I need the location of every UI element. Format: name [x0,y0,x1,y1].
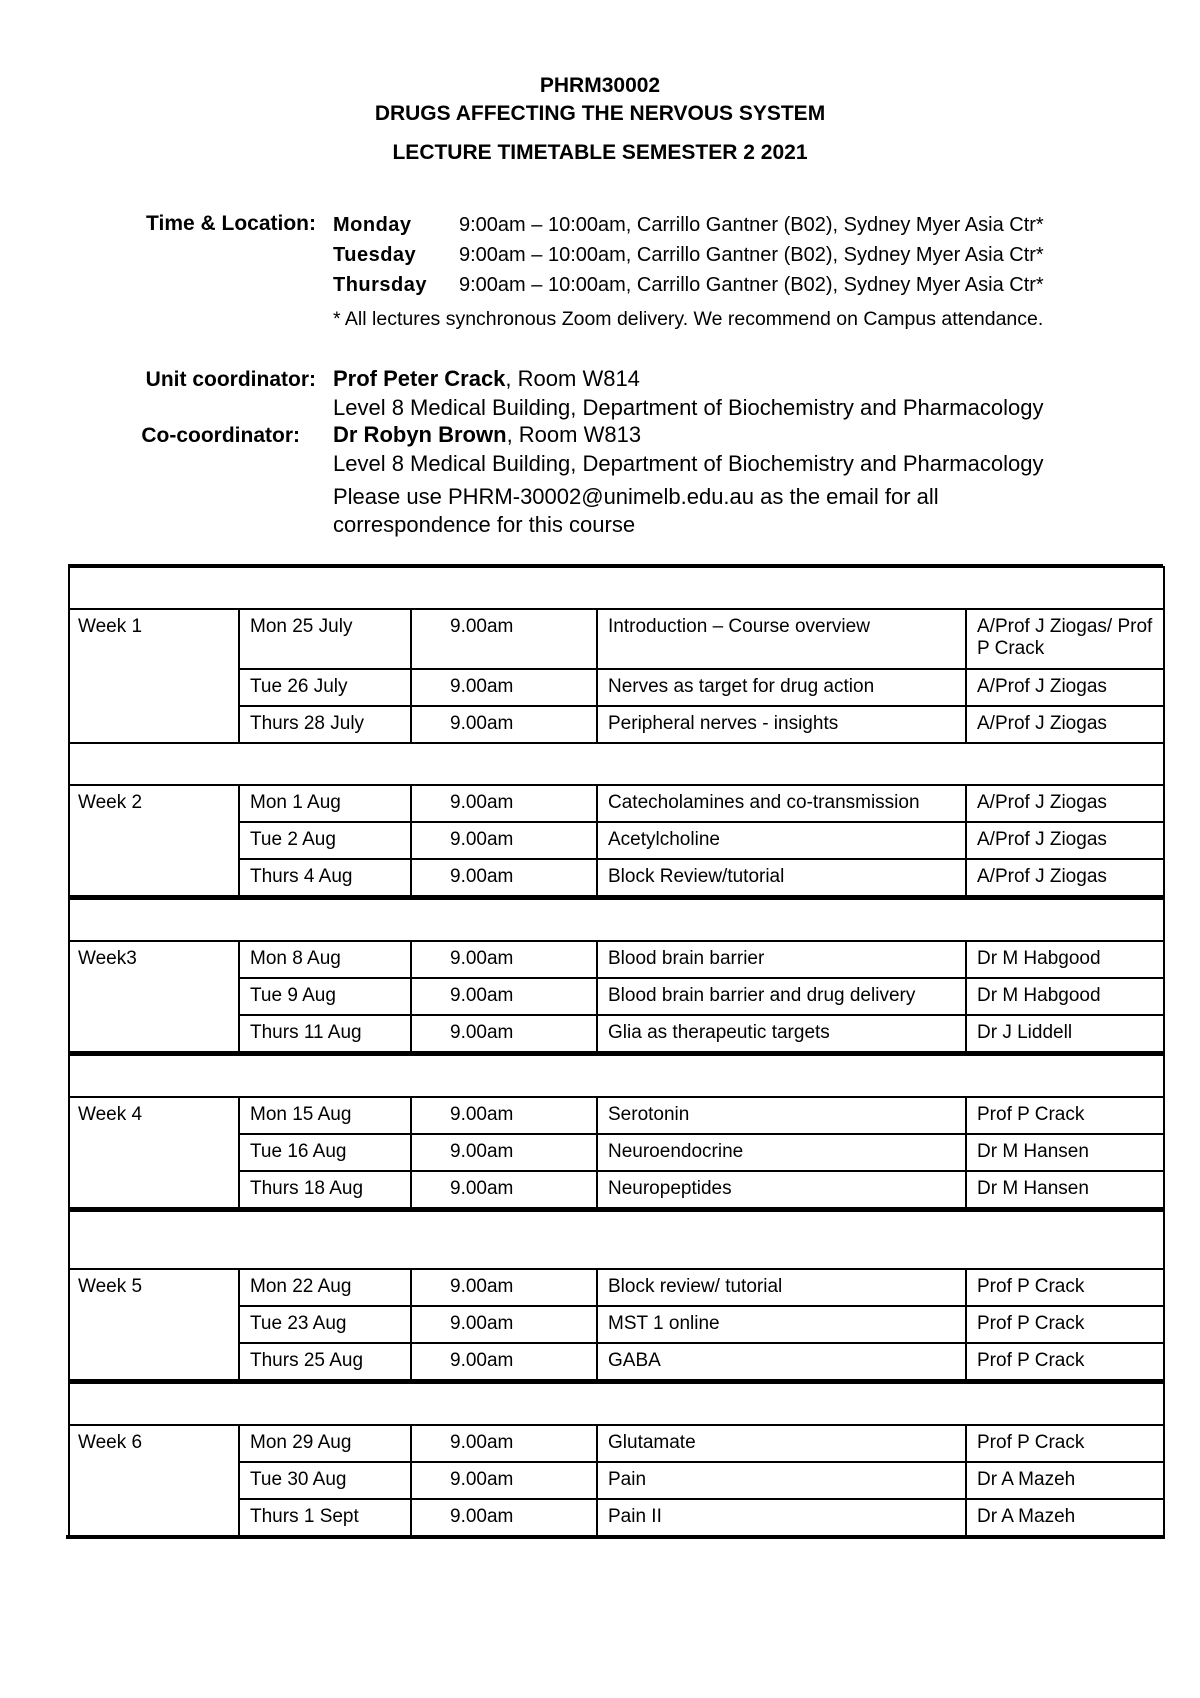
co-coordinator-address: Level 8 Medical Building, Department of Biochemistry and Pharmacology [333,451,1044,476]
week-label: Week 5 [69,1269,239,1382]
lecturer-name: Dr A Mazeh [966,1499,1164,1536]
lecture-time: 9.00am [411,1269,597,1306]
lecture-topic: Blood brain barrier [597,941,966,978]
lecture-topic: Acetylcholine [597,822,966,859]
lecture-time: 9.00am [411,1134,597,1171]
lecturer-name: A/Prof J Ziogas [966,706,1164,743]
table-row [69,785,1164,822]
course-title: DRUGS AFFECTING THE NERVOUS SYSTEM [374,102,826,125]
separator-cell [69,1210,1164,1270]
lecturer-name: Dr M Hansen [966,1171,1164,1210]
lecture-time: 9.00am [411,1015,597,1054]
lecture-topic: Glia as therapeutic targets [597,1015,966,1054]
lecture-time: 9.00am [411,1499,597,1536]
lecture-date: Mon 1 Aug [239,785,411,822]
lecture-topic: Block review/ tutorial [597,1269,966,1306]
lecturer-name: A/Prof J Ziogas/ Prof P Crack [966,609,1164,669]
lecture-topic: Pain [597,1462,966,1499]
co-coordinator-name: Dr Robyn Brown [333,422,507,447]
email-instruction-cont: correspondence for this course [333,512,636,537]
lecture-topic: Pain II [597,1499,966,1536]
lecturer-name: A/Prof J Ziogas [966,785,1164,822]
lecturer-name: Dr M Hansen [966,1134,1164,1171]
lecture-date: Tue 26 July [239,669,411,706]
week-label: Week3 [69,941,239,1054]
week-separator-row [69,898,1164,942]
separator-cell [69,743,1164,785]
unit-coordinator-name: Prof Peter Crack [333,366,506,391]
unit-coordinator [333,366,640,392]
lecture-time: 9.00am [411,1171,597,1210]
lecturer-name: Prof P Crack [966,1425,1164,1462]
week-label: Week 1 [69,609,239,743]
co-coordinator [333,422,641,448]
lecture-date: Mon 25 July [239,609,411,669]
table-row [69,1097,1164,1134]
lecture-time: 9.00am [411,941,597,978]
lecture-timetable [68,566,1165,1537]
lecturer-name: Dr M Habgood [966,978,1164,1015]
separator-cell [69,567,1164,609]
lecturer-name: Prof P Crack [966,1097,1164,1134]
lecture-time: 9.00am [411,859,597,898]
lecture-topic: Block Review/tutorial [597,859,966,898]
unit-coordinator-label: Unit coordinator: [145,368,316,391]
lecture-topic: Serotonin [597,1097,966,1134]
week-label: Week 6 [69,1425,239,1536]
lecture-date: Mon 22 Aug [239,1269,411,1306]
unit-coordinator-room: , Room W814 [505,366,640,391]
lecture-time: 9.00am [411,706,597,743]
slot-day-tuesday: Tuesday [333,244,417,266]
lecture-date: Mon 29 Aug [239,1425,411,1462]
table-row [69,1269,1164,1306]
separator-cell [69,1054,1164,1098]
slot-detail-tuesday: 9:00am – 10:00am, Carrillo Gantner (B02), Sydney Myer Asia Ctr* [459,244,1044,266]
email-instruction: Please use PHRM-30002@unimelb.edu.au as the email for all [333,484,939,509]
lecture-time: 9.00am [411,1097,597,1134]
lecturer-name: A/Prof J Ziogas [966,859,1164,898]
lecturer-name: Prof P Crack [966,1269,1164,1306]
lecture-date: Mon 15 Aug [239,1097,411,1134]
table-row [69,941,1164,978]
slot-day-monday: Monday [333,214,412,236]
delivery-note: * All lectures synchronous Zoom delivery. We recommend on Campus attendance. [333,308,1044,330]
lecture-time: 9.00am [411,785,597,822]
lecture-date: Tue 9 Aug [239,978,411,1015]
lecture-date: Mon 8 Aug [239,941,411,978]
week-separator-row [69,1210,1164,1270]
lecture-date: Tue 2 Aug [239,822,411,859]
lecture-topic: Blood brain barrier and drug delivery [597,978,966,1015]
week-separator-row [69,743,1164,785]
lecture-topic: MST 1 online [597,1306,966,1343]
table-bottom-rule [66,1535,1165,1539]
lecturer-name: Prof P Crack [966,1343,1164,1382]
week-separator-row [69,567,1164,609]
timetable-title: LECTURE TIMETABLE SEMESTER 2 2021 [392,141,808,164]
lecture-time: 9.00am [411,1306,597,1343]
lecturer-name: Dr A Mazeh [966,1462,1164,1499]
lecture-time: 9.00am [411,1462,597,1499]
lecturer-name: Dr J Liddell [966,1015,1164,1054]
lecture-date: Thurs 1 Sept [239,1499,411,1536]
lecturer-name: A/Prof J Ziogas [966,669,1164,706]
lecture-topic: Catecholamines and co-transmission [597,785,966,822]
week-label: Week 4 [69,1097,239,1210]
table-row [69,1425,1164,1462]
lecture-date: Thurs 28 July [239,706,411,743]
lecturer-name: Dr M Habgood [966,941,1164,978]
lecture-time: 9.00am [411,669,597,706]
slot-detail-monday: 9:00am – 10:00am, Carrillo Gantner (B02), Sydney Myer Asia Ctr* [459,214,1044,236]
table-row [69,609,1164,669]
lecture-topic: Nerves as target for drug action [597,669,966,706]
co-coordinator-room: , Room W813 [506,422,642,447]
co-coordinator-label: Co-coordinator: [141,424,300,447]
course-code: PHRM30002 [539,74,661,97]
lecture-topic: GABA [597,1343,966,1382]
lecture-time: 9.00am [411,978,597,1015]
week-separator-row [69,1382,1164,1426]
lecturer-name: Prof P Crack [966,1306,1164,1343]
unit-coordinator-address: Level 8 Medical Building, Department of Biochemistry and Pharmacology [333,395,1044,420]
lecture-topic: Neuropeptides [597,1171,966,1210]
lecture-topic: Peripheral nerves - insights [597,706,966,743]
time-location-label: Time & Location: [146,212,316,235]
lecture-time: 9.00am [411,609,597,669]
lecture-topic: Introduction – Course overview [597,609,966,669]
lecturer-name: A/Prof J Ziogas [966,822,1164,859]
week-separator-row [69,1054,1164,1098]
lecture-time: 9.00am [411,1425,597,1462]
lecture-date: Thurs 18 Aug [239,1171,411,1210]
lecture-date: Tue 16 Aug [239,1134,411,1171]
lecture-date: Thurs 4 Aug [239,859,411,898]
lecture-time: 9.00am [411,822,597,859]
lecture-time: 9.00am [411,1343,597,1382]
lecture-date: Thurs 11 Aug [239,1015,411,1054]
lecture-date: Thurs 25 Aug [239,1343,411,1382]
slot-detail-thursday: 9:00am – 10:00am, Carrillo Gantner (B02), Sydney Myer Asia Ctr* [459,274,1044,296]
slot-day-thursday: Thursday [333,274,428,296]
separator-cell [69,1382,1164,1426]
lecture-date: Tue 30 Aug [239,1462,411,1499]
lecture-topic: Glutamate [597,1425,966,1462]
week-label: Week 2 [69,785,239,898]
lecture-date: Tue 23 Aug [239,1306,411,1343]
lecture-topic: Neuroendocrine [597,1134,966,1171]
separator-cell [69,898,1164,942]
timetable-body [69,567,1164,1536]
